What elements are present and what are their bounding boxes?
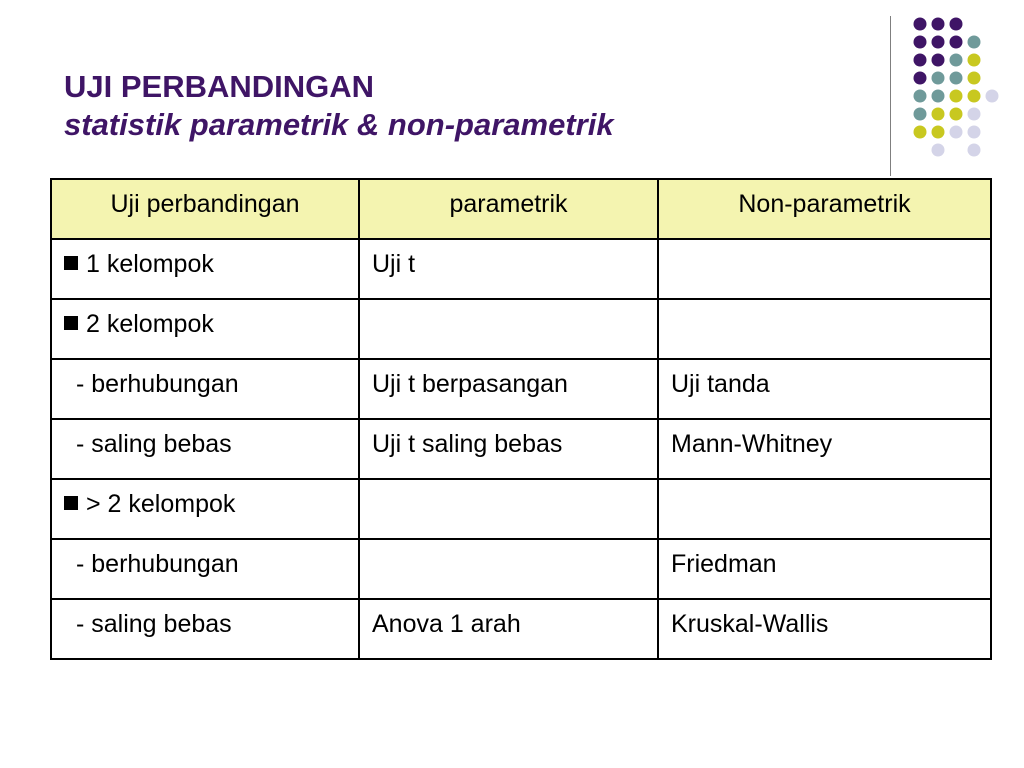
nonparametrik-cell [658,299,991,359]
nonparametrik-cell [658,479,991,539]
dot [968,108,981,121]
header-uji-perbandingan: Uji perbandingan [51,179,359,239]
dot [950,72,963,85]
parametrik-cell: Uji t saling bebas [359,419,658,479]
row-label-cell: - saling bebas [51,599,359,659]
row-label-cell [51,479,359,539]
nonparametrik-cell [658,239,991,299]
dot [932,72,945,85]
dot [932,18,945,31]
dot [968,36,981,49]
dot [932,90,945,103]
dot [950,90,963,103]
dot [914,108,927,121]
row-label-cell: - berhubungan [51,539,359,599]
row-label: 2 kelompok [86,310,214,338]
dot [914,90,927,103]
table-row [51,599,991,659]
dot [932,108,945,121]
square-bullet-icon [64,316,78,330]
dot [914,54,927,67]
dot [986,90,999,103]
square-bullet-icon [64,496,78,510]
dot [932,54,945,67]
dot [914,36,927,49]
decorative-divider [890,16,891,176]
dot [950,36,963,49]
dot [950,54,963,67]
dot [968,144,981,157]
dot [968,90,981,103]
slide-title [64,68,614,144]
dot [968,54,981,67]
row-label-cell: - saling bebas [51,419,359,479]
table-header-row [51,179,991,239]
dot [914,18,927,31]
table-row [51,419,991,479]
parametrik-cell [359,299,658,359]
square-bullet-icon [64,256,78,270]
decorative-dot-grid [908,16,1008,166]
row-label-cell: - berhubungan [51,359,359,419]
dot [950,126,963,139]
row-label-cell [51,239,359,299]
dot [914,72,927,85]
row-label-cell [51,299,359,359]
parametrik-cell [359,539,658,599]
nonparametrik-cell: Friedman [658,539,991,599]
table-row [51,299,991,359]
dot [932,144,945,157]
table-row [51,479,991,539]
title-line-1: UJI PERBANDINGAN [64,69,375,104]
table-row [51,359,991,419]
parametrik-cell: Anova 1 arah [359,599,658,659]
nonparametrik-cell: Kruskal-Wallis [658,599,991,659]
nonparametrik-cell: Uji tanda [658,359,991,419]
dot [914,126,927,139]
title-line-2: statistik parametrik & non-parametrik [64,107,614,142]
comparison-table [50,178,992,660]
parametrik-cell: Uji t berpasangan [359,359,658,419]
comparison-table-container [50,178,992,660]
row-label: 1 kelompok [86,250,214,278]
dot [950,108,963,121]
dot [950,18,963,31]
header-parametrik: parametrik [359,179,658,239]
table-row [51,239,991,299]
table-row [51,539,991,599]
dot [932,36,945,49]
dot [932,126,945,139]
parametrik-cell [359,479,658,539]
header-non-parametrik: Non-parametrik [658,179,991,239]
nonparametrik-cell: Mann-Whitney [658,419,991,479]
parametrik-cell: Uji t [359,239,658,299]
dot [968,126,981,139]
row-label: > 2 kelompok [86,490,236,518]
dot [968,72,981,85]
